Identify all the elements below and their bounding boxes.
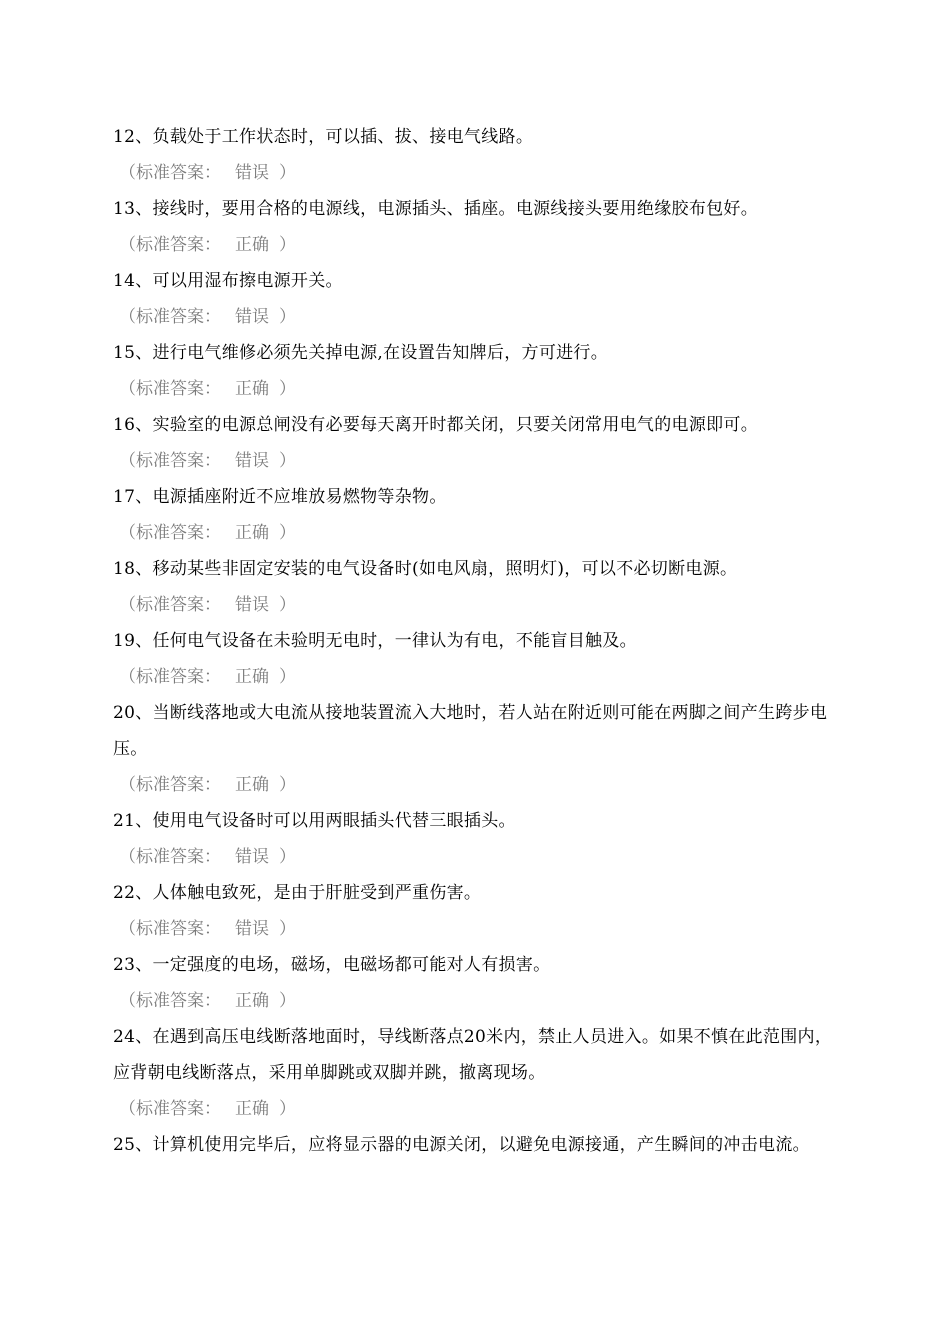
answer-prefix: （标准答案： [119, 163, 221, 183]
answer-value: 错误 [235, 451, 269, 471]
answer-value: 正确 [235, 235, 269, 255]
answer-suffix: ） [279, 1099, 296, 1119]
answer-value: 正确 [235, 379, 269, 399]
answer-suffix: ） [279, 847, 296, 867]
question-text: 17、电源插座附近不应堆放易燃物等杂物。 [113, 487, 447, 507]
answer-suffix: ） [279, 379, 296, 399]
standard-answer [113, 839, 843, 875]
standard-answer [113, 983, 843, 1019]
question-text: 13、接线时，要用合格的电源线，电源插头、插座。电源线接头要用绝缘胶布包好。 [113, 199, 759, 219]
answer-suffix: ） [279, 775, 296, 795]
answer-prefix: （标准答案： [119, 775, 221, 795]
standard-answer [113, 515, 843, 551]
answer-suffix: ） [279, 163, 296, 183]
answer-value: 正确 [235, 667, 269, 687]
standard-answer [113, 1091, 843, 1127]
question-text: 12、负载处于工作状态时，可以插、拔、接电气线路。 [113, 127, 534, 147]
answer-prefix: （标准答案： [119, 235, 221, 255]
standard-answer [113, 227, 843, 263]
standard-answer [113, 371, 843, 407]
answer-suffix: ） [279, 523, 296, 543]
answer-suffix: ） [279, 235, 296, 255]
answer-prefix: （标准答案： [119, 307, 221, 327]
standard-answer [113, 587, 843, 623]
answer-suffix: ） [279, 451, 296, 471]
answer-value: 正确 [235, 1099, 269, 1119]
standard-answer [113, 443, 843, 479]
answer-value: 正确 [235, 991, 269, 1011]
question-text: 23、一定强度的电场，磁场，电磁场都可能对人有损害。 [113, 955, 551, 975]
answer-prefix: （标准答案： [119, 1099, 221, 1119]
question-text: 18、移动某些非固定安装的电气设备时(如电风扇，照明灯)，可以不必切断电源。 [113, 559, 738, 579]
answer-prefix: （标准答案： [119, 991, 221, 1011]
answer-suffix: ） [279, 595, 296, 615]
question-text: 16、实验室的电源总闸没有必要每天离开时都关闭，只要关闭常用电气的电源即可。 [113, 415, 759, 435]
answer-value: 错误 [235, 163, 269, 183]
question-text: 14、可以用湿布擦电源开关。 [113, 271, 343, 291]
answer-value: 错误 [235, 919, 269, 939]
standard-answer [113, 659, 843, 695]
answer-suffix: ） [279, 667, 296, 687]
question-text: 19、任何电气设备在未验明无电时，一律认为有电，不能盲目触及。 [113, 631, 637, 651]
standard-answer [113, 155, 843, 191]
standard-answer [113, 767, 843, 803]
answer-prefix: （标准答案： [119, 379, 221, 399]
answer-suffix: ） [279, 991, 296, 1011]
question-text: 22、人体触电致死，是由于肝脏受到严重伤害。 [113, 883, 482, 903]
answer-prefix: （标准答案： [119, 667, 221, 687]
answer-value: 正确 [235, 775, 269, 795]
answer-value: 错误 [235, 307, 269, 327]
answer-suffix: ） [279, 919, 296, 939]
question-text: 24、在遇到高压电线断落地面时，导线断落点20米内，禁止人员进入。如果不慎在此范围内，应背朝电线断落点，采用单脚跳或双脚并跳，撤离现场。 [113, 1027, 833, 1083]
answer-prefix: （标准答案： [119, 919, 221, 939]
question-text: 21、使用电气设备时可以用两眼插头代替三眼插头。 [113, 811, 516, 831]
answer-value: 正确 [235, 523, 269, 543]
question-text: 25、计算机使用完毕后，应将显示器的电源关闭，以避免电源接通，产生瞬间的冲击电流。 [113, 1135, 810, 1155]
answer-suffix: ） [279, 307, 296, 327]
answer-prefix: （标准答案： [119, 595, 221, 615]
question-text: 20、当断线落地或大电流从接地装置流入大地时，若人站在附近则可能在两脚之间产生跨步电压。 [113, 703, 828, 759]
answer-value: 错误 [235, 595, 269, 615]
standard-answer [113, 911, 843, 947]
answer-prefix: （标准答案： [119, 451, 221, 471]
answer-prefix: （标准答案： [119, 523, 221, 543]
standard-answer [113, 299, 843, 335]
question-list [113, 119, 843, 1163]
question-text: 15、进行电气维修必须先关掉电源,在设置告知牌后，方可进行。 [113, 343, 609, 363]
answer-prefix: （标准答案： [119, 847, 221, 867]
answer-value: 错误 [235, 847, 269, 867]
